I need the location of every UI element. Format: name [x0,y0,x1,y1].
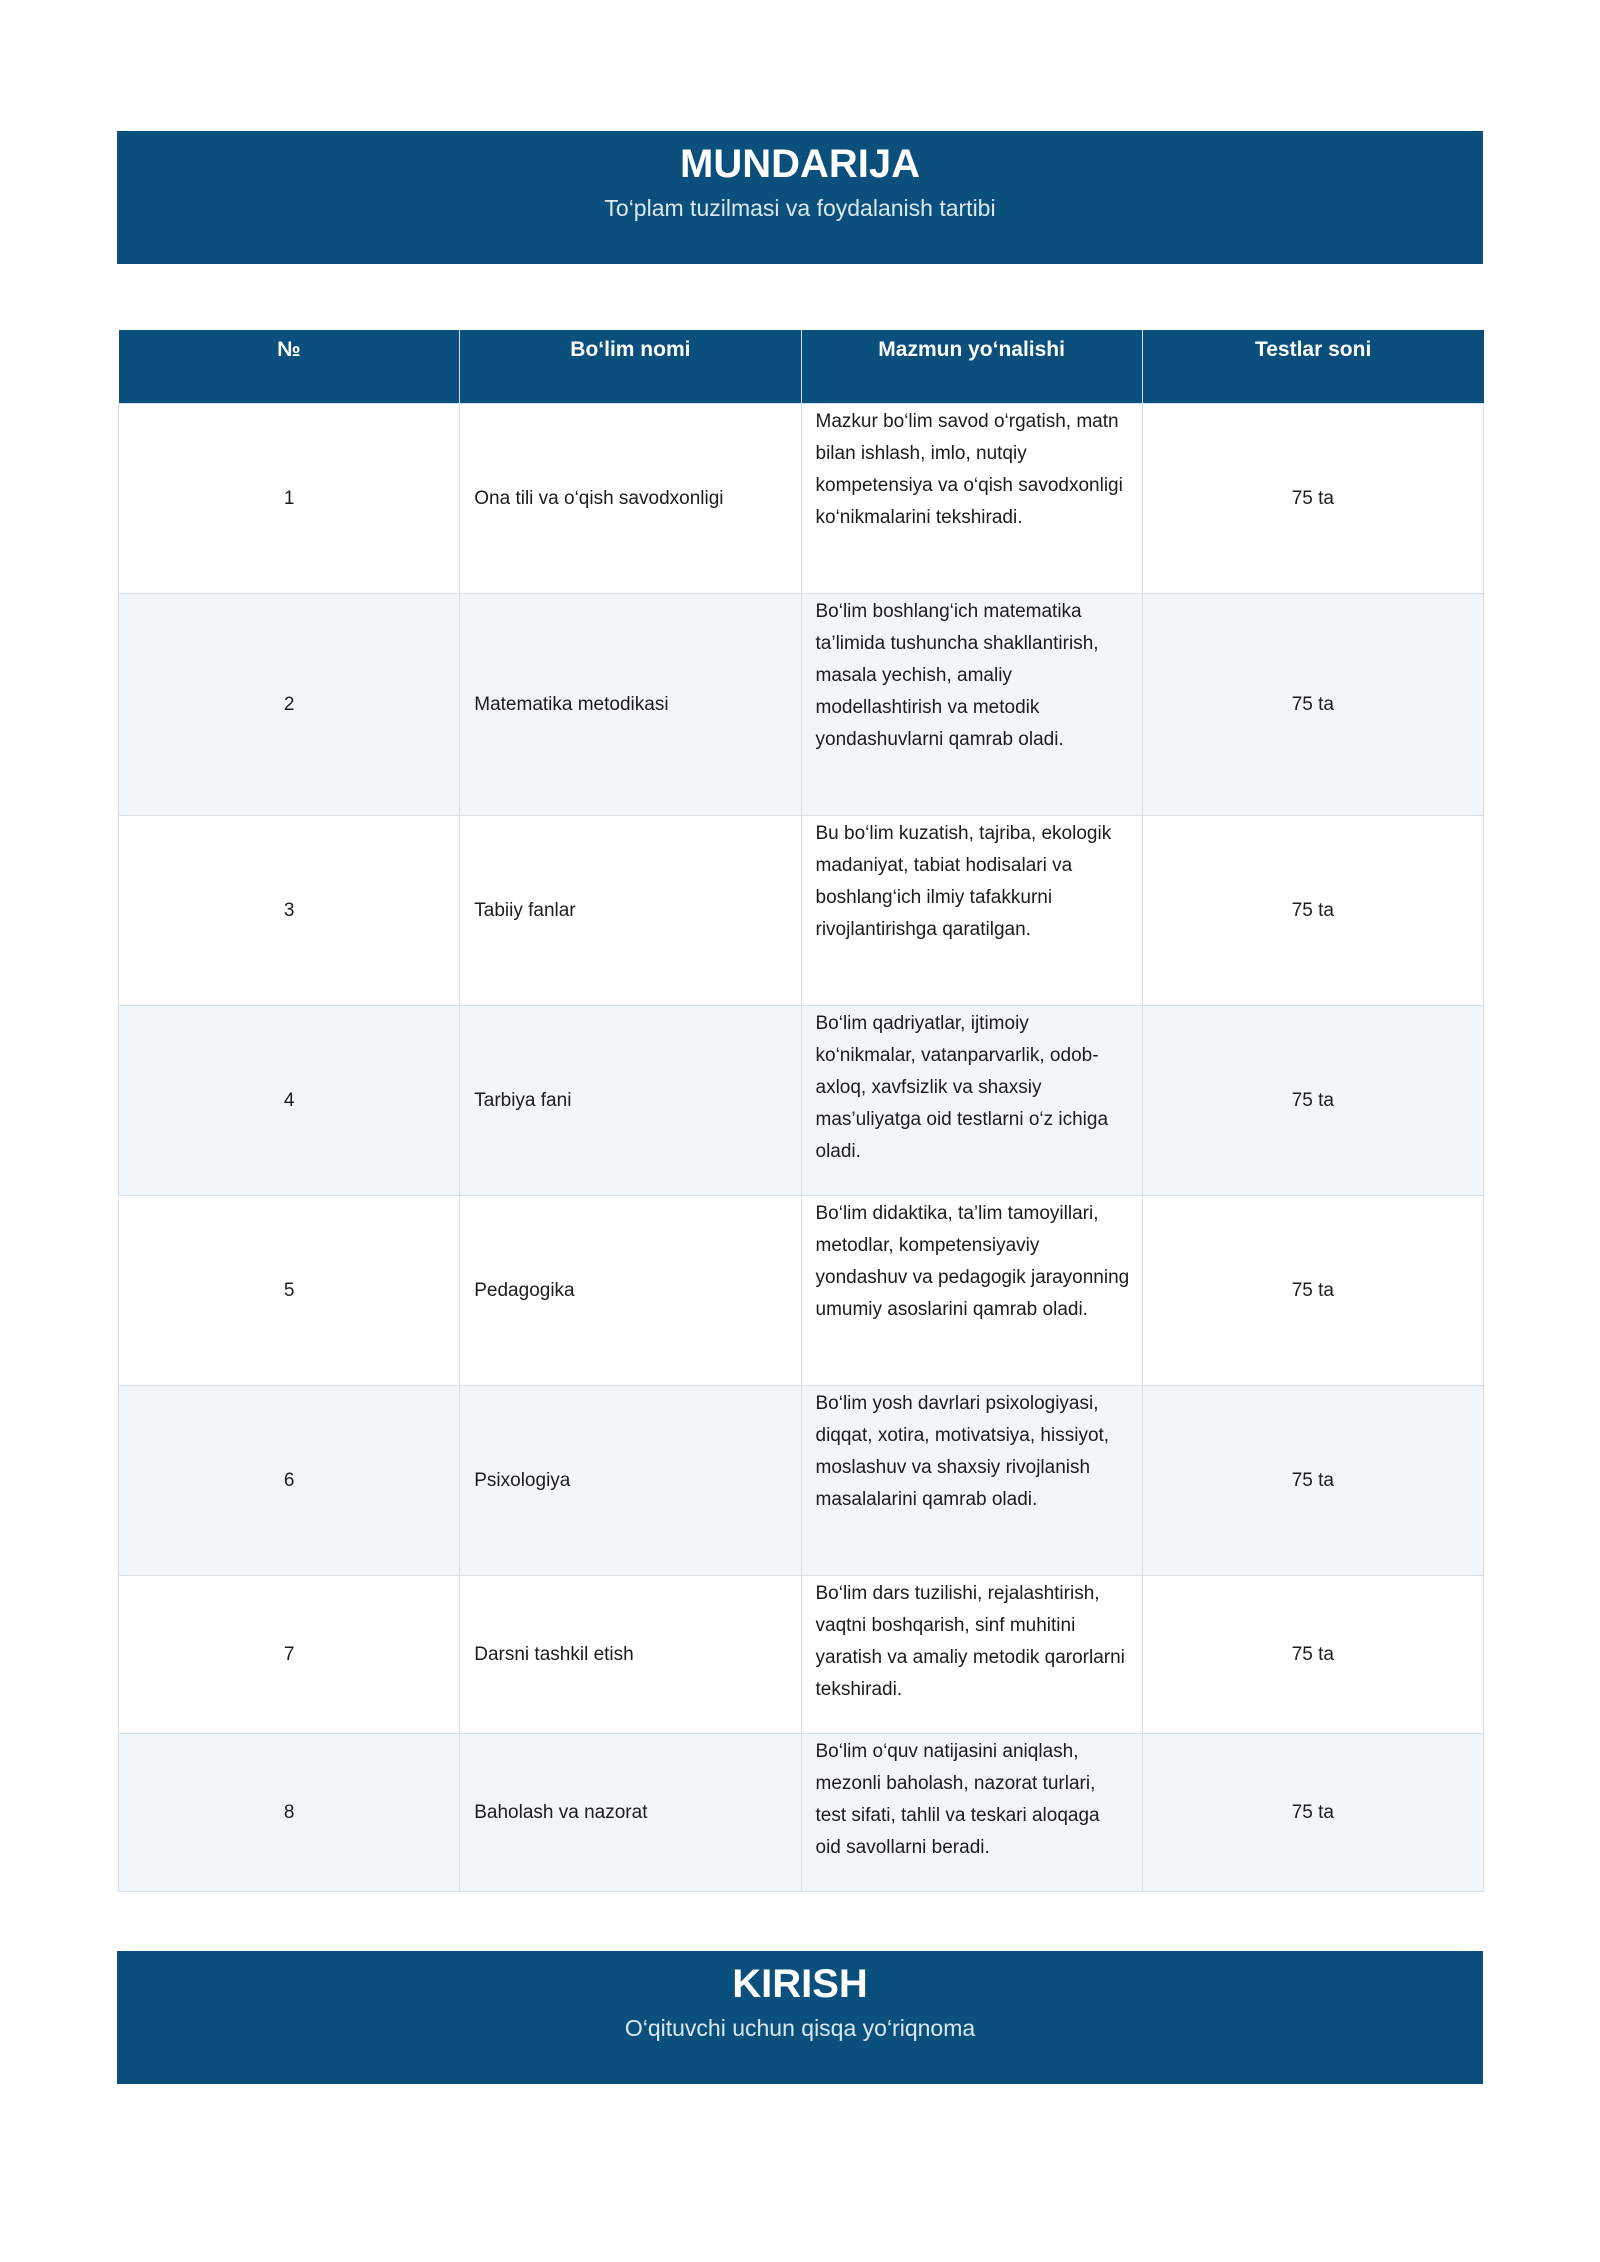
row-number: 3 [119,816,460,1006]
test-count: 75 ta [1142,1576,1483,1734]
test-count: 75 ta [1142,594,1483,816]
row-number: 6 [119,1386,460,1576]
table-row [119,1196,1484,1386]
table-row [119,1386,1484,1576]
section-description: Bo‘lim qadriyatlar, ijtimoiy ko‘nikmalar, vatanparvarlik, odob-axloq, xavfsizlik va shaxsiy mas’uliyatga oid testlarni o‘z ichiga oladi. [801,1006,1142,1196]
test-count: 75 ta [1142,404,1483,594]
column-header-number: № [119,330,460,404]
section-description: Bu bo‘lim kuzatish, tajriba, ekologik madaniyat, tabiat hodisalari va boshlang‘ich ilmiy tafakkurni rivojlantirishga qaratilgan. [801,816,1142,1006]
contents-title: MUNDARIJA [680,142,920,186]
contents-table [118,330,1484,1892]
table-row [119,1006,1484,1196]
section-name: Psixologiya [460,1386,801,1576]
test-count: 75 ta [1142,1196,1483,1386]
section-description: Bo‘lim o‘quv natijasini aniqlash, mezonli baholash, nazorat turlari, test sifati, tahlil va teskari aloqaga oid savollarni beradi. [801,1734,1142,1892]
row-number: 8 [119,1734,460,1892]
column-header-section-name: Bo‘lim nomi [460,330,801,404]
section-description: Bo‘lim dars tuzilishi, rejalashtirish, vaqtni boshqarish, sinf muhitini yaratish va amaliy metodik qarorlarni tekshiradi. [801,1576,1142,1734]
table-row [119,1734,1484,1892]
section-name: Darsni tashkil etish [460,1576,801,1734]
table-row [119,404,1484,594]
column-header-test-count: Testlar soni [1142,330,1483,404]
table-row [119,1576,1484,1734]
section-name: Ona tili va o‘qish savodxonligi [460,404,801,594]
test-count: 75 ta [1142,1386,1483,1576]
contents-banner [117,131,1483,264]
contents-subtitle: To‘plam tuzilmasi va foydalanish tartibi [604,195,996,221]
section-name: Pedagogika [460,1196,801,1386]
section-description: Bo‘lim yosh davrlari psixologiyasi, diqqat, xotira, motivatsiya, hissiyot, moslashuv va shaxsiy rivojlanish masalalarini qamrab oladi. [801,1386,1142,1576]
table-header-row [119,330,1484,404]
row-number: 2 [119,594,460,816]
section-name: Tabiiy fanlar [460,816,801,1006]
section-name: Tarbiya fani [460,1006,801,1196]
section-description: Bo‘lim boshlang‘ich matematika ta’limida tushuncha shakllantirish, masala yechish, amaliy modellashtirish va metodik yondashuvlarni qamrab oladi. [801,594,1142,816]
table-row [119,816,1484,1006]
row-number: 5 [119,1196,460,1386]
row-number: 1 [119,404,460,594]
introduction-subtitle: O‘qituvchi uchun qisqa yo‘riqnoma [624,2015,976,2041]
row-number: 7 [119,1576,460,1734]
table-row [119,594,1484,816]
test-count: 75 ta [1142,1006,1483,1196]
introduction-title: KIRISH [732,1962,868,2006]
column-header-content: Mazmun yo‘nalishi [801,330,1142,404]
test-count: 75 ta [1142,1734,1483,1892]
section-name: Baholash va nazorat [460,1734,801,1892]
section-name: Matematika metodikasi [460,594,801,816]
introduction-banner [117,1951,1483,2084]
row-number: 4 [119,1006,460,1196]
test-count: 75 ta [1142,816,1483,1006]
section-description: Bo‘lim didaktika, ta’lim tamoyillari, metodlar, kompetensiyaviy yondashuv va pedagogik jarayonning umumiy asoslarini qamrab oladi. [801,1196,1142,1386]
section-description: Mazkur bo‘lim savod o‘rgatish, matn bilan ishlash, imlo, nutqiy kompetensiya va o‘qish savodxonligi ko‘nikmalarini tekshiradi. [801,404,1142,594]
